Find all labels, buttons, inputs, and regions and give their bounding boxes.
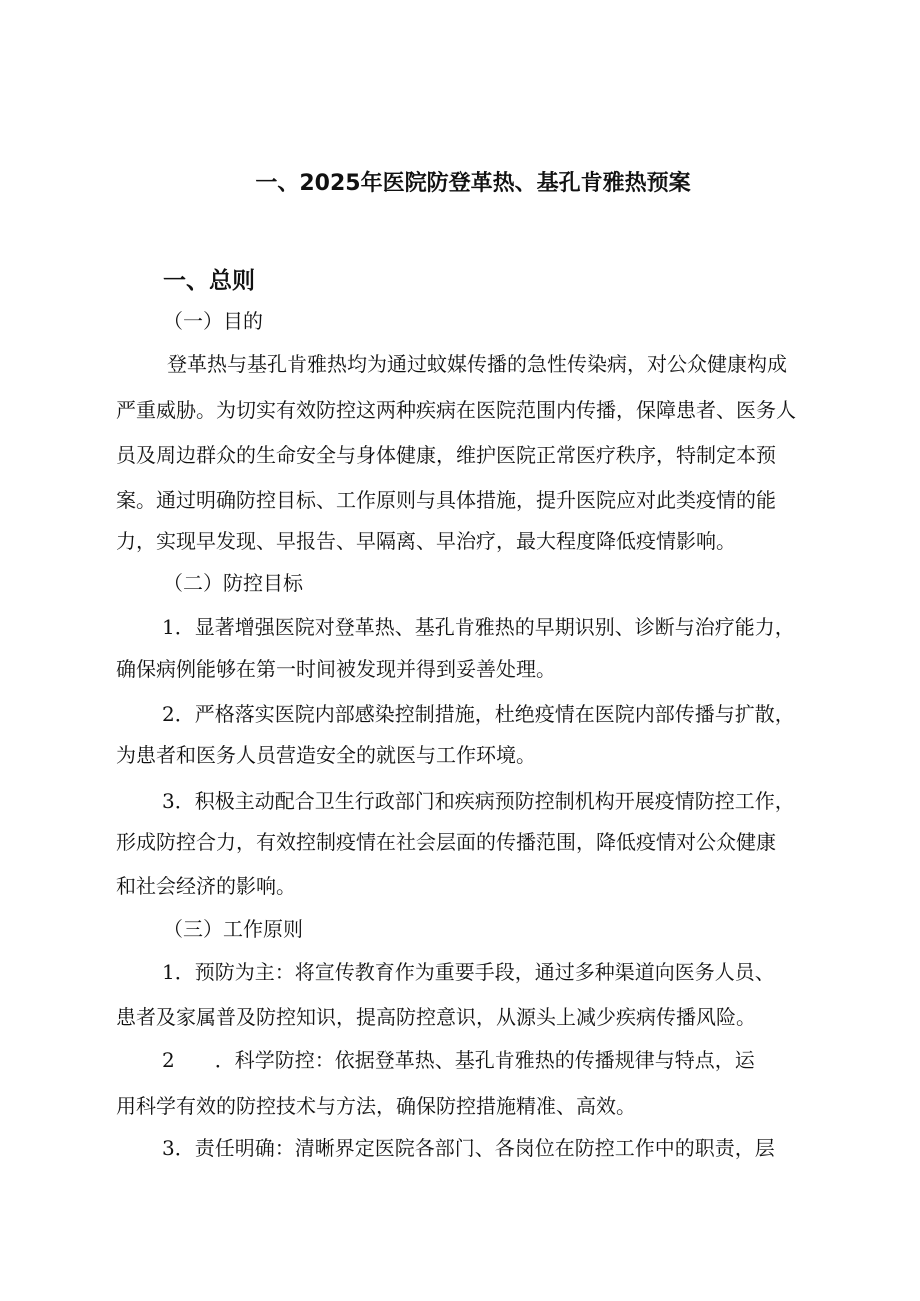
principle-item-line: 1．预防为主：将宣传教育作为重要手段，通过多种渠道向医务人员、 xyxy=(162,960,775,984)
goal-item-line: 形成防控合力，有效控制疫情在社会层面的传播范围，降低疫情对公众健康 xyxy=(116,830,776,854)
principle-item-line: 3．责任明确：清晰界定医院各部门、各岗位在防控工作中的职责，层 xyxy=(162,1136,775,1160)
paragraph-line: 严重威胁。为切实有效防控这两种疾病在医院范围内传播，保障患者、医务人 xyxy=(116,398,796,422)
subheading-principles: （三）工作原则 xyxy=(163,917,303,941)
principle-item-line: 用科学有效的防控技术与方法，确保防控措施精准、高效。 xyxy=(116,1094,636,1118)
subheading-purpose: （一）目的 xyxy=(163,309,263,333)
paragraph-line: 员及周边群众的生命安全与身体健康，维护医院正常医疗秩序，特制定本预 xyxy=(116,443,776,467)
goal-item-line: 3．积极主动配合卫生行政部门和疾病预防控制机构开展疫情防控工作， xyxy=(162,789,795,813)
paragraph-line: 案。通过明确防控目标、工作原则与具体措施，提升医院应对此类疫情的能 xyxy=(116,488,776,512)
goal-item-line: 为患者和医务人员营造安全的就医与工作环境。 xyxy=(116,743,536,767)
document-title: 一、2025年医院防登革热、基孔肯雅热预案 xyxy=(255,171,691,196)
goal-item-line: 和社会经济的影响。 xyxy=(116,874,296,898)
principle-item-line: 2 ．科学防控：依据登革热、基孔肯雅热的传播规律与特点，运 xyxy=(162,1048,755,1072)
principle-item-line: 患者及家属普及防控知识，提高防控意识，从源头上减少疾病传播风险。 xyxy=(116,1005,756,1029)
goal-item-line: 1．显著增强医院对登革热、基孔肯雅热的早期识别、诊断与治疗能力， xyxy=(162,615,795,639)
goal-item-line: 2．严格落实医院内部感染控制措施，杜绝疫情在医院内部传播与扩散， xyxy=(162,702,795,726)
subheading-goals: （二）防控目标 xyxy=(163,571,303,595)
paragraph-line: 力，实现早发现、早报告、早隔离、早治疗，最大程度降低疫情影响。 xyxy=(116,529,736,553)
goal-item-line: 确保病例能够在第一时间被发现并得到妥善处理。 xyxy=(116,657,556,681)
section-heading-general: 一、总则 xyxy=(163,268,255,294)
paragraph-line: 登革热与基孔肯雅热均为通过蚊媒传播的急性传染病，对公众健康构成 xyxy=(167,352,787,376)
